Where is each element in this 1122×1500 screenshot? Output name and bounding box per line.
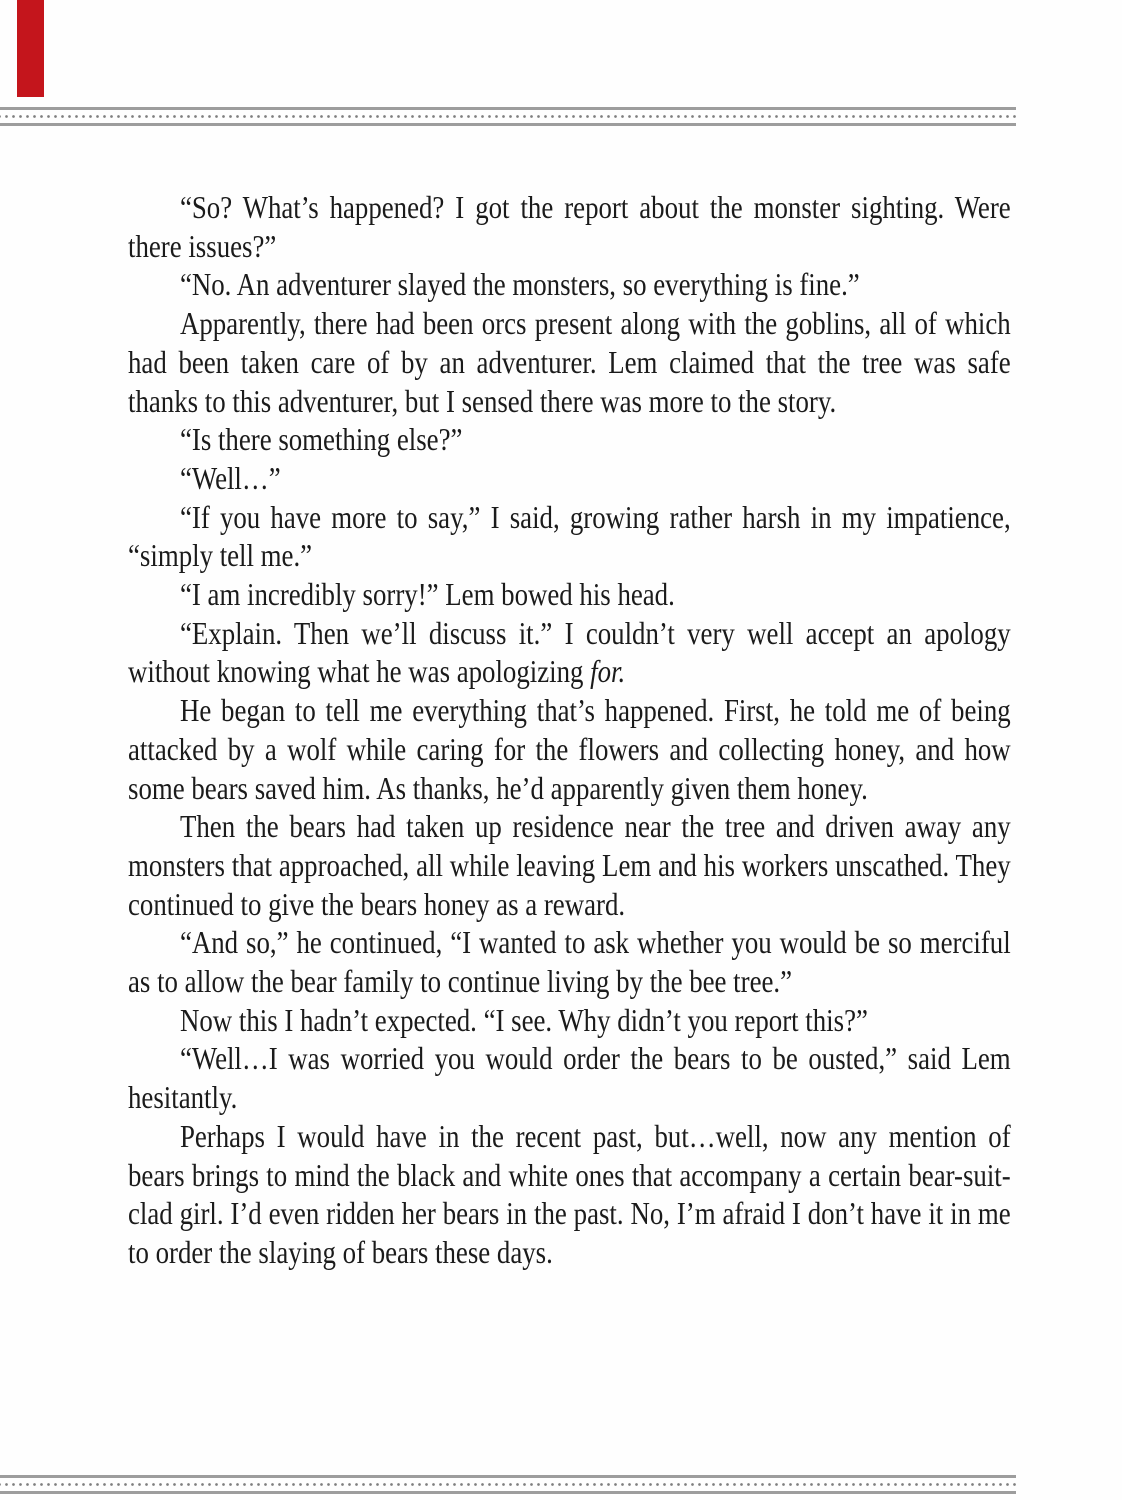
- paragraph: Apparently, there had been orcs present along with the goblins, all of which had been taken care of by an adventurer. Lem claimed that the tree was safe thanks to this adventurer, but I sensed there was more to the story.: [128, 306, 1011, 419]
- paragraph: Then the bears had taken up residence near the tree and driven away any monsters that approached, all while leaving Lem and his workers unscathed. They continued to give the bears honey as a reward.: [128, 809, 1011, 922]
- paragraph: “If you have more to say,” I said, growing rather harsh in my impatience, “simply tell me.”: [128, 499, 1011, 574]
- paragraph: “Well…I was worried you would order the bears to be ousted,” said Lem hesitantly.: [128, 1041, 1011, 1116]
- paragraph: Now this I hadn’t expected. “I see. Why didn’t you report this?”: [179, 1002, 868, 1038]
- italic-text: for.: [590, 654, 626, 690]
- paragraph: “Explain. Then we’ll discuss it.” I couldn’t very well accept an apology without knowing what he was apologizing for.: [128, 615, 1011, 690]
- paragraph: “Is there something else?”: [179, 422, 463, 458]
- paragraph: He began to tell me everything that’s happened. First, he told me of being attacked by a wolf while caring for the flowers and collecting honey, and how some bears saved him. As thanks, he’d apparently given them honey.: [128, 693, 1011, 806]
- paragraph: “Well…”: [179, 460, 281, 496]
- paragraph: “No. An adventurer slayed the monsters, so everything is fine.”: [179, 267, 860, 303]
- bookmark-ribbon[interactable]: [17, 0, 44, 97]
- paragraph: Perhaps I would have in the recent past, but…well, now any mention of bears brings to mind the black and white ones that accompany a certain bear-suit-clad girl. I’d even ridden her bears in the past. No, I’m afraid I don’t have it in me to order the slaying of bears these days.: [128, 1118, 1011, 1270]
- page-text: [128, 189, 1011, 1273]
- paragraph: “I am incredibly sorry!” Lem bowed his head.: [179, 577, 675, 613]
- paragraph: “So? What’s happened? I got the report about the monster sighting. Were there issues?”: [128, 190, 1011, 264]
- top-ornamental-border: [0, 107, 1016, 126]
- bottom-ornamental-border: [0, 1475, 1016, 1494]
- paragraph: “And so,” he continued, “I wanted to ask whether you would be so merciful as to allow the bear family to continue living by the bee tree.”: [128, 925, 1011, 1000]
